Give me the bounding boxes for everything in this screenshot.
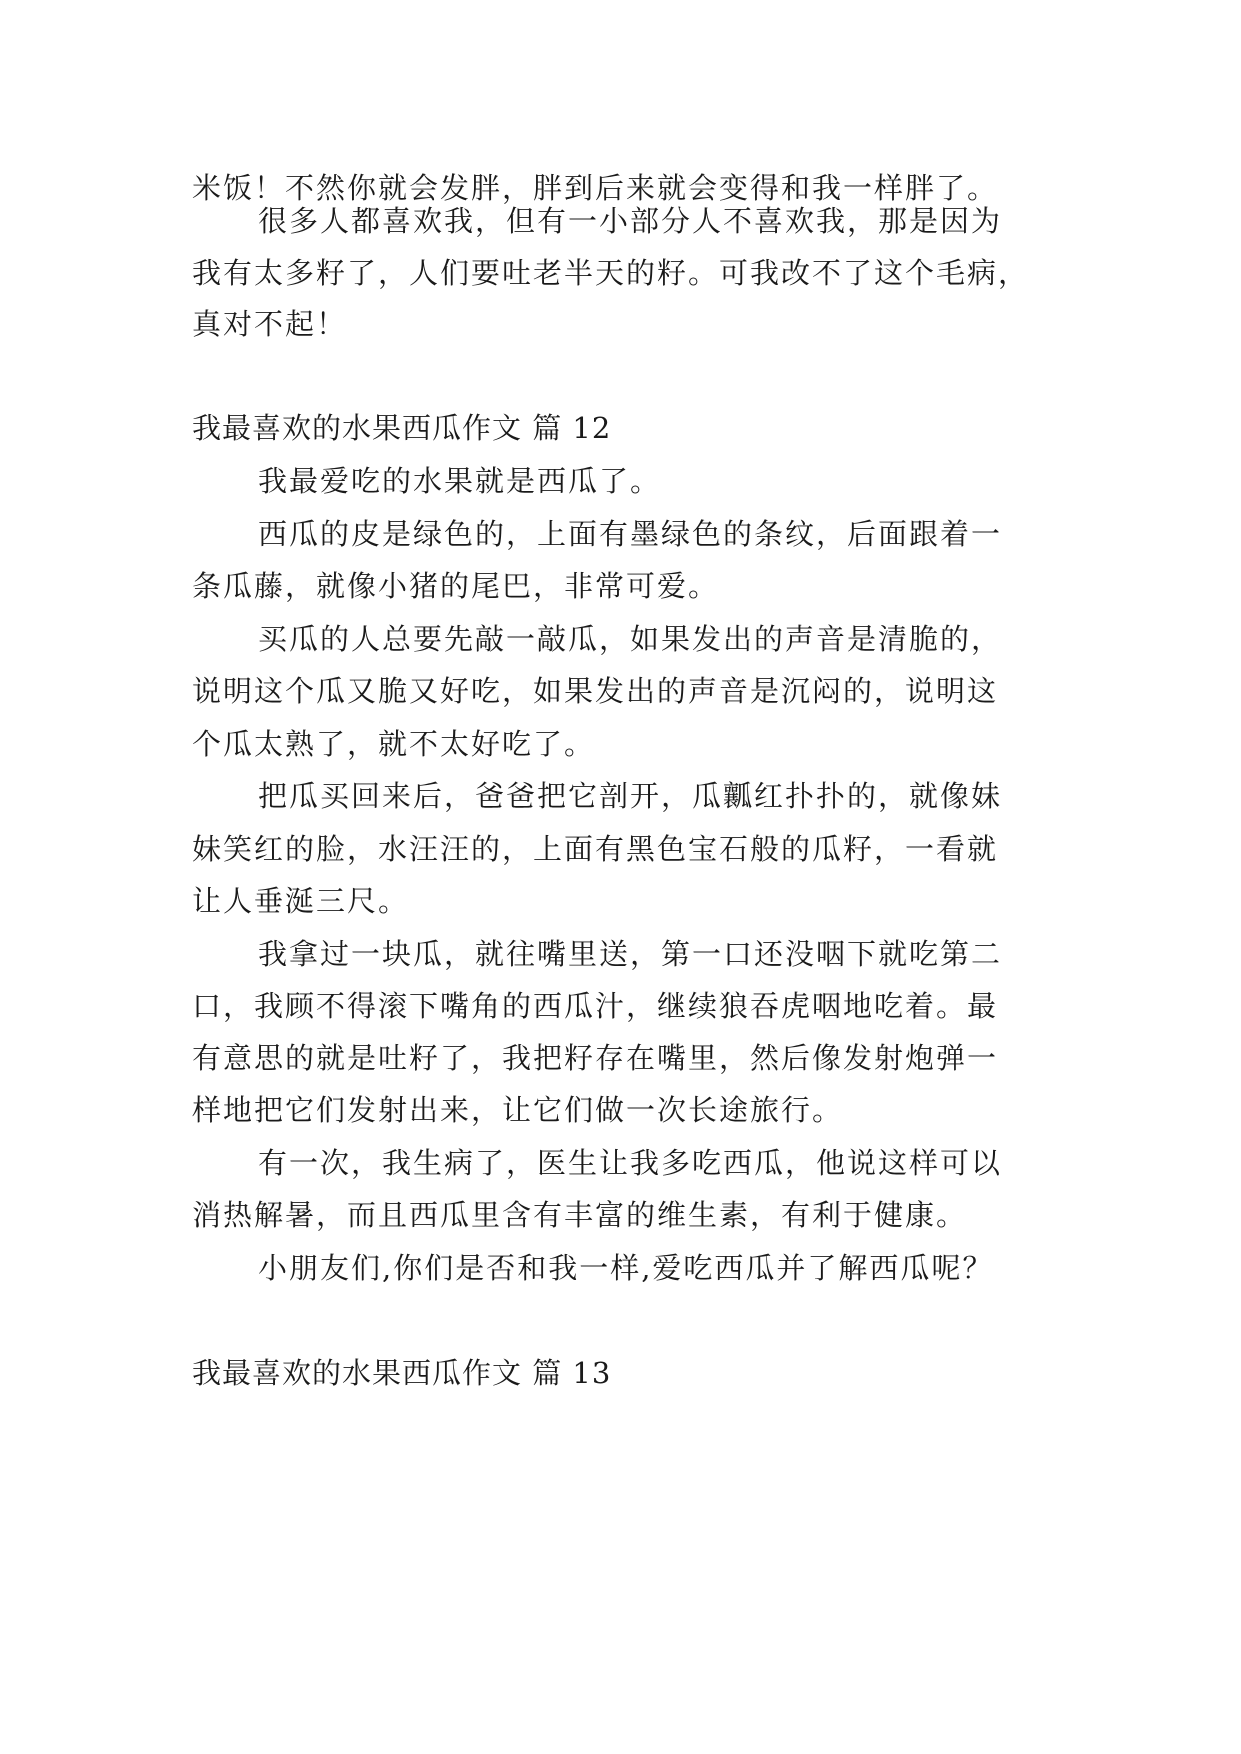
paragraph-line: 消热解暑，而且西瓜里含有丰富的维生素，有利于健康。 [192,1198,968,1232]
paragraph-line: 妹笑红的脸，水汪汪的，上面有黑色宝石般的瓜籽，一看就 [192,832,999,866]
section-heading: 我最喜欢的水果西瓜作文 篇 13 [192,1356,612,1390]
paragraph-line: 买瓜的人总要先敲一敲瓜，如果发出的声音是清脆的， [258,622,1003,656]
paragraph-line: 真对不起！ [192,307,348,341]
paragraph-line: 我拿过一块瓜，就往嘴里送，第一口还没咽下就吃第二 [258,937,1003,971]
paragraph-line: 说明这个瓜又脆又好吃，如果发出的声音是沉闷的，说明这 [192,674,999,708]
paragraph-line: 我最爱吃的水果就是西瓜了。 [258,464,662,498]
paragraph-line: 西瓜的皮是绿色的，上面有墨绿色的条纹，后面跟着一 [258,517,1003,551]
paragraph-line: 很多人都喜欢我，但有一小部分人不喜欢我，那是因为 [258,204,1003,238]
paragraph-line: 小朋友们,你们是否和我一样,爱吃西瓜并了解西瓜呢？ [258,1251,994,1285]
paragraph-line: 口，我顾不得滚下嘴角的西瓜汁，继续狼吞虎咽地吃着。最 [192,989,999,1023]
paragraph-line: 让人垂涎三尺。 [192,884,410,918]
paragraph-line: 有一次，我生病了，医生让我多吃西瓜，他说这样可以 [258,1146,1003,1180]
paragraph-line: 有意思的就是吐籽了，我把籽存在嘴里，然后像发射炮弹一 [192,1041,999,1075]
paragraph-line: 我有太多籽了，人们要吐老半天的籽。可我改不了这个毛病， [192,256,1030,290]
paragraph-line: 个瓜太熟了，就不太好吃了。 [192,727,596,761]
paragraph-line: 米饭！不然你就会发胖，胖到后来就会变得和我一样胖了。 [192,171,999,205]
paragraph-line: 把瓜买回来后，爸爸把它剖开，瓜瓤红扑扑的，就像妹 [258,779,1003,813]
paragraph-line: 样地把它们发射出来，让它们做一次长途旅行。 [192,1093,844,1127]
section-heading: 我最喜欢的水果西瓜作文 篇 12 [192,411,612,445]
paragraph-line: 条瓜藤，就像小猪的尾巴，非常可爱。 [192,569,720,603]
